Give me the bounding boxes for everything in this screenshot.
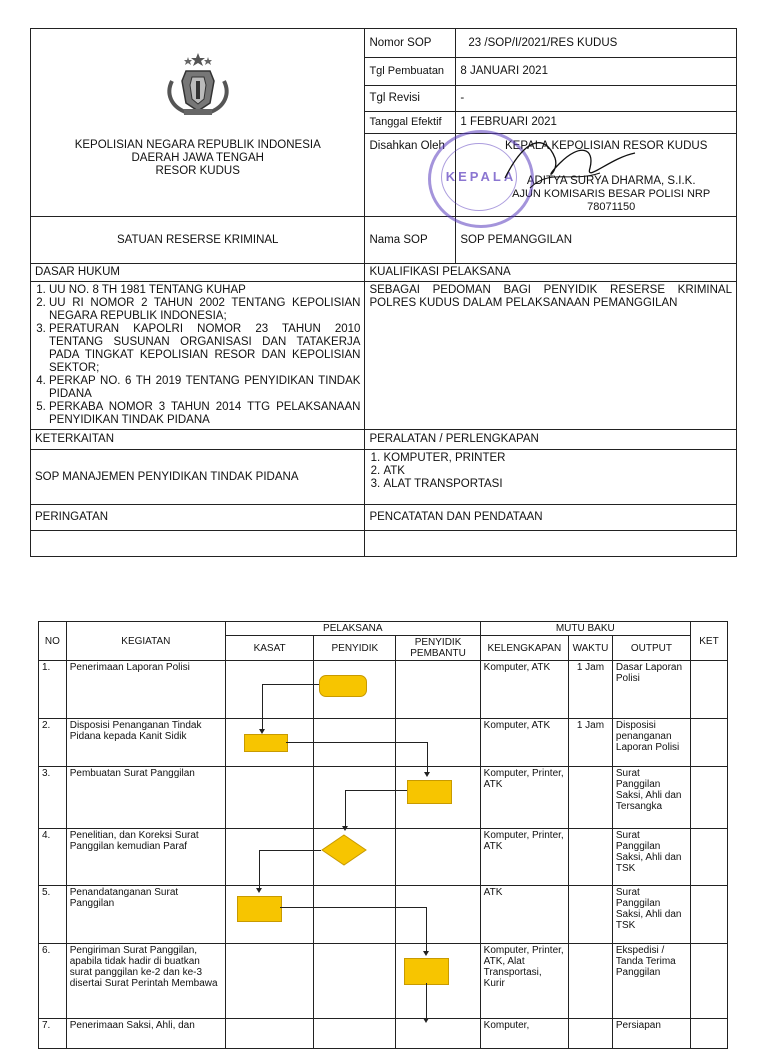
tgl-pembuatan-value: 8 JANUARI 2021 [456,58,737,86]
row-output: Dasar Laporan Polisi [612,661,690,719]
row-kelengkapan: Komputer, Printer, ATK [480,829,568,886]
col-mutu-baku: MUTU BAKU [480,622,690,636]
signature-mark [500,128,640,198]
col-kasat: KASAT [225,636,313,661]
arrow-down-icon [342,826,348,831]
keterkaitan-value: SOP MANAJEMEN PENYIDIKAN TINDAK PIDANA [31,450,365,505]
dasar-hukum-list [35,284,360,427]
flow-process-step-6 [404,958,449,985]
connector-line [345,790,346,826]
cell-penyidik [314,1019,396,1049]
dasar-hukum-item: 3. PERATURAN KAPOLRI NOMOR 23 TAHUN 2010 TENTANG SUSUNAN ORGANISASI DAN TATAKERJA PADA TINGKAT KEPOLISIAN RESOR DAN KEPOLISIAN SEKTOR; [49,323,360,375]
peringatan-value [31,531,365,557]
row-waktu [568,886,612,944]
row-waktu [568,1019,612,1049]
cell-penyidik [314,944,396,1019]
row-kegiatan: Pembuatan Surat Panggilan [66,767,225,829]
col-kelengkapan: KELENGKAPAN [480,636,568,661]
dasar-hukum-item: 1. UU NO. 8 TH 1981 TENTANG KUHAP [49,284,360,297]
org-cell [31,29,365,217]
row-waktu [568,944,612,1019]
row-waktu [568,829,612,886]
arrow-down-icon [256,888,262,893]
connector-line [427,742,428,772]
tgl-revisi-label: Tgl Revisi [365,86,456,112]
connector-line [262,684,263,730]
cell-penyidik-pembantu [396,1019,480,1049]
row-kelengkapan: Komputer, ATK [480,661,568,719]
col-no: NO [39,622,67,661]
row-kegiatan: Pengiriman Surat Panggilan, apabila tidak hadir di buatkan surat panggilan ke-2 dan ke-3 disertai Surat Perintah Membawa [66,944,225,1019]
flow-decision-step-4 [321,834,367,866]
col-kegiatan: KEGIATAN [66,622,225,661]
row-ket [690,1019,727,1049]
peralatan-item: 2. ATK [383,465,732,478]
table-row [39,829,728,886]
peralatan-list-cell [365,450,737,505]
row-output: Surat Panggilan Saksi, Ahli dan Tersangka [612,767,690,829]
connector-line [259,850,321,851]
row-kelengkapan: Komputer, ATK [480,719,568,767]
peralatan-list [369,452,732,491]
flow-process-step-3 [407,780,452,804]
sop-flow-table [38,621,728,1049]
dasar-hukum-label: DASAR HUKUM [31,264,365,282]
connector-line [259,850,260,888]
row-ket [690,829,727,886]
dasar-hukum-item: 5. PERKABA NOMOR 3 TAHUN 2014 TTG PELAKSANAAN PENYIDIKAN TINDAK PIDANA [49,401,360,427]
row-kelengkapan: Komputer, Printer, ATK [480,767,568,829]
row-ket [690,661,727,719]
row-no: 4. [39,829,67,886]
flow-process-step-2 [244,734,288,752]
org-line-2: DAERAH JAWA TENGAH [131,152,264,164]
kualifikasi-value: SEBAGAI PEDOMAN BAGI PENYIDIK RESERSE KRIMINAL POLRES KUDUS DALAM PELAKSANAAN PEMANGGILAN [365,282,737,430]
table-row [39,944,728,1019]
row-output: Ekspedisi / Tanda Terima Panggilan [612,944,690,1019]
col-penyidik-pembantu: PENYIDIK PEMBANTU [396,636,480,661]
col-penyidik: PENYIDIK [314,636,396,661]
nomor-sop-label: Nomor SOP [365,29,456,58]
row-no: 3. [39,767,67,829]
cell-kasat [225,944,313,1019]
connector-line [286,742,427,743]
keterkaitan-label: KETERKAITAN [31,430,365,450]
connector-line [426,983,427,1019]
cell-kasat [225,661,313,719]
dasar-hukum-item: 4. PERKAP NO. 6 TH 2019 TENTANG PENYIDIKAN TINDAK PIDANA [49,375,360,401]
tgl-revisi-value: - [456,86,737,112]
row-output: Persiapan [612,1019,690,1049]
row-kelengkapan: ATK [480,886,568,944]
peralatan-label: PERALATAN / PERLENGKAPAN [365,430,737,450]
row-kelengkapan: Komputer, Printer, ATK, Alat Transportasi, Kurir [480,944,568,1019]
flow-process-step-5 [237,896,282,922]
arrow-down-icon [423,1018,429,1023]
cell-penyidik [314,886,396,944]
nama-sop-value: SOP PEMANGGILAN [456,217,737,264]
nomor-sop-value: 23 /SOP/I/2021/RES KUDUS [456,29,737,58]
tgl-efektif-value: 1 FEBRUARI 2021 [456,112,737,134]
cell-kasat [225,829,313,886]
dasar-hukum-item: 2. UU RI NOMOR 2 TAHUN 2002 TENTANG KEPOLISIAN NEGARA REPUBLIK INDONESIA; [49,297,360,323]
row-ket [690,767,727,829]
nama-sop-label: Nama SOP [365,217,456,264]
disahkan-label: Disahkan Oleh [365,134,456,217]
row-kegiatan: Penerimaan Laporan Polisi [66,661,225,719]
connector-line [280,907,426,908]
table-row [39,1019,728,1049]
row-kegiatan: Disposisi Penanganan Tindak Pidana kepada Kanit Sidik [66,719,225,767]
row-ket [690,944,727,1019]
police-emblem-logo [158,51,238,117]
cell-penyidik [314,767,396,829]
row-waktu: 1 Jam [568,661,612,719]
pencatatan-label: PENCATATAN DAN PENDATAAN [365,505,737,531]
cell-penyidik-pembantu [396,829,480,886]
satuan-cell: SATUAN RESERSE KRIMINAL [31,217,365,264]
col-ket: KET [690,622,727,661]
row-output: Surat Panggilan Saksi, Ahli dan TSK [612,886,690,944]
row-ket [690,719,727,767]
row-output: Surat Panggilan Saksi, Ahli dan TSK [612,829,690,886]
row-no: 1. [39,661,67,719]
cell-kasat [225,1019,313,1049]
peralatan-item: 1. KOMPUTER, PRINTER [383,452,732,465]
tgl-pembuatan-label: Tgl Pembuatan [365,58,456,86]
row-no: 7. [39,1019,67,1049]
kualifikasi-label: KUALIFIKASI PELAKSANA [365,264,737,282]
disahkan-name: ADITYA SURYA DHARMA, S.I.K. [526,175,696,187]
org-line-3: RESOR KUDUS [155,165,240,177]
col-output: OUTPUT [612,636,690,661]
row-no: 5. [39,886,67,944]
col-pelaksana: PELAKSANA [225,622,480,636]
tgl-efektif-label: Tanggal Efektif [365,112,456,134]
table-row [39,886,728,944]
cell-kasat [225,767,313,829]
peringatan-label: PERINGATAN [31,505,365,531]
pencatatan-value [365,531,737,557]
connector-line [345,790,407,791]
arrow-down-icon [424,772,430,777]
row-no: 2. [39,719,67,767]
org-line-1: KEPOLISIAN NEGARA REPUBLIK INDONESIA [74,139,321,151]
dasar-hukum-list-cell [31,282,365,430]
stamp-text: KEPALA [445,169,517,184]
row-no: 6. [39,944,67,1019]
arrow-down-icon [423,951,429,956]
disahkan-title: KEPALA KEPOLISIAN RESOR KUDUS [505,140,708,152]
row-kelengkapan: Komputer, [480,1019,568,1049]
row-waktu [568,767,612,829]
sop-header-table [30,28,737,557]
table-row [39,661,728,719]
row-kegiatan: Penandatanganan Surat Panggilan [66,886,225,944]
row-kegiatan: Penerimaan Saksi, Ahli, dan [66,1019,225,1049]
peralatan-item: 3. ALAT TRANSPORTASI [383,478,732,491]
row-waktu: 1 Jam [568,719,612,767]
disahkan-rank: AJUN KOMISARIS BESAR POLISI NRP 78071150 [512,188,711,213]
cell-penyidik-pembantu [396,661,480,719]
row-kegiatan: Penelitian, dan Koreksi Surat Panggilan kemudian Paraf [66,829,225,886]
row-ket [690,886,727,944]
flow-terminator-step-1 [319,675,367,697]
connector-line [262,684,319,685]
col-waktu: WAKTU [568,636,612,661]
cell-penyidik-pembantu [396,886,480,944]
table-row [39,767,728,829]
row-output: Disposisi penanganan Laporan Polisi [612,719,690,767]
connector-line [426,907,427,952]
